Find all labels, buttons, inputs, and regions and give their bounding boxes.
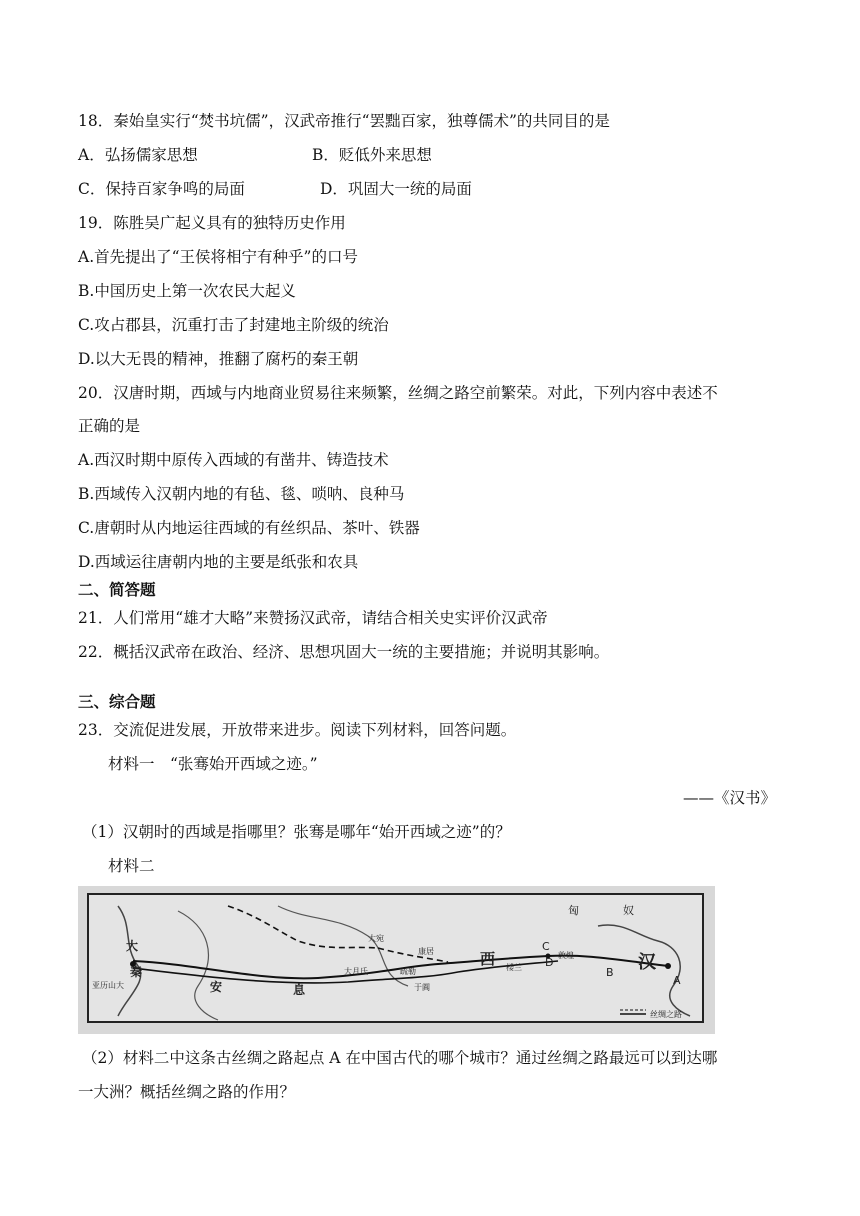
q19-option-a: A.首先提出了“王侯将相宁有种乎”的口号 bbox=[78, 248, 358, 266]
map-legend-label: 丝绸之路 bbox=[650, 1010, 682, 1019]
q23-sub-question-2-line2: 一大洲？概括丝绸之路的作用？ bbox=[78, 1083, 296, 1101]
q22-text: 22．概括汉武帝在政治、经济、思想巩固大一统的主要措施；并说明其影响。 bbox=[78, 643, 610, 661]
q18-option-c: C．保持百家争鸣的局面 bbox=[78, 180, 245, 198]
q20-option-b: B.西域传入汉朝内地的有毡、毯、唢呐、良种马 bbox=[78, 485, 405, 503]
q18-stem: 18．秦始皇实行“焚书坑儒”，汉武帝推行“罢黜百家，独尊儒术”的共同目的是 bbox=[78, 112, 610, 130]
q20-option-c: C.唐朝时从内地运往西域的有丝织品、茶叶、铁器 bbox=[78, 519, 420, 537]
q23-stem: 23．交流促进发展，开放带来进步。阅读下列材料，回答问题。 bbox=[78, 721, 517, 739]
q21-text: 21．人们常用“雄才大略”来赞扬汉武帝，请结合相关史实评价汉武帝 bbox=[78, 609, 548, 627]
q19-option-b: B.中国历史上第一次农民大起义 bbox=[78, 282, 296, 300]
q20-stem-line2: 正确的是 bbox=[78, 417, 141, 435]
map-label-dayuezhi: 大月氏 bbox=[344, 967, 368, 976]
map-point-a-dot bbox=[665, 963, 671, 969]
q19-option-c: C.攻占郡县，沉重打击了封建地主阶级的统治 bbox=[78, 316, 389, 334]
map-label-loulan: 楼兰 bbox=[506, 963, 522, 972]
map-label-xiongnu-2: 奴 bbox=[623, 904, 634, 917]
map-label-xiongnu-1: 匈 bbox=[568, 904, 579, 917]
q19-stem: 19．陈胜吴广起义具有的独特历史作用 bbox=[78, 214, 346, 232]
q20-option-a: A.西汉时期中原传入西域的有凿井、铸造技术 bbox=[78, 451, 389, 469]
q20-stem-line1: 20．汉唐时期，西域与内地商业贸易往来频繁，丝绸之路空前繁荣。对此，下列内容中表述不 bbox=[78, 384, 718, 402]
map-label-dunhuang: 敦煌 bbox=[558, 951, 574, 960]
map-label-xi2: 息 bbox=[293, 983, 306, 997]
q23-source: ——《汉书》 bbox=[682, 789, 776, 807]
map-label-wusun: 大宛 bbox=[368, 934, 384, 943]
map-label-yutian: 于阗 bbox=[414, 983, 430, 992]
map-label-an: 安 bbox=[210, 980, 223, 994]
section-3-title: 三、综合题 bbox=[78, 693, 156, 711]
map-label-rome: 亚历山大 bbox=[92, 981, 124, 990]
q23-material-1: 材料一 “张骞始开西域之迹。” bbox=[108, 755, 318, 773]
q18-option-b: B．贬低外来思想 bbox=[312, 146, 432, 164]
map-label-qin: 秦 bbox=[130, 965, 143, 979]
map-label-xi: 西 bbox=[480, 950, 496, 968]
q23-material-2: 材料二 bbox=[108, 857, 155, 875]
map-label-han: 汉 bbox=[638, 952, 656, 973]
silk-road-map bbox=[78, 886, 715, 1034]
section-2-title: 二、简答题 bbox=[78, 581, 156, 599]
map-label-point-d: D bbox=[545, 956, 554, 969]
q18-option-d: D．巩固大一统的局面 bbox=[320, 180, 472, 198]
q23-sub-question-1: （1）汉朝时的西域是指哪里？张骞是哪年“始开西域之迹”的？ bbox=[82, 823, 511, 841]
map-label-point-b: B bbox=[606, 966, 614, 979]
map-label-point-a: A bbox=[673, 974, 681, 987]
map-label-da: 大 bbox=[126, 939, 139, 953]
q20-option-d: D.西域运往唐朝内地的主要是纸张和农具 bbox=[78, 553, 359, 571]
map-label-point-c: C bbox=[542, 940, 550, 953]
q19-option-d: D.以大无畏的精神，推翻了腐朽的秦王朝 bbox=[78, 350, 359, 368]
q23-sub-question-2-line1: （2）材料二中这条古丝绸之路起点 A 在中国古代的哪个城市？通过丝绸之路最远可以到达哪 bbox=[82, 1049, 718, 1067]
map-label-kangju: 康居 bbox=[418, 947, 434, 956]
map-label-shule: 疏勒 bbox=[400, 967, 416, 976]
q18-option-a: A．弘扬儒家思想 bbox=[78, 146, 198, 164]
